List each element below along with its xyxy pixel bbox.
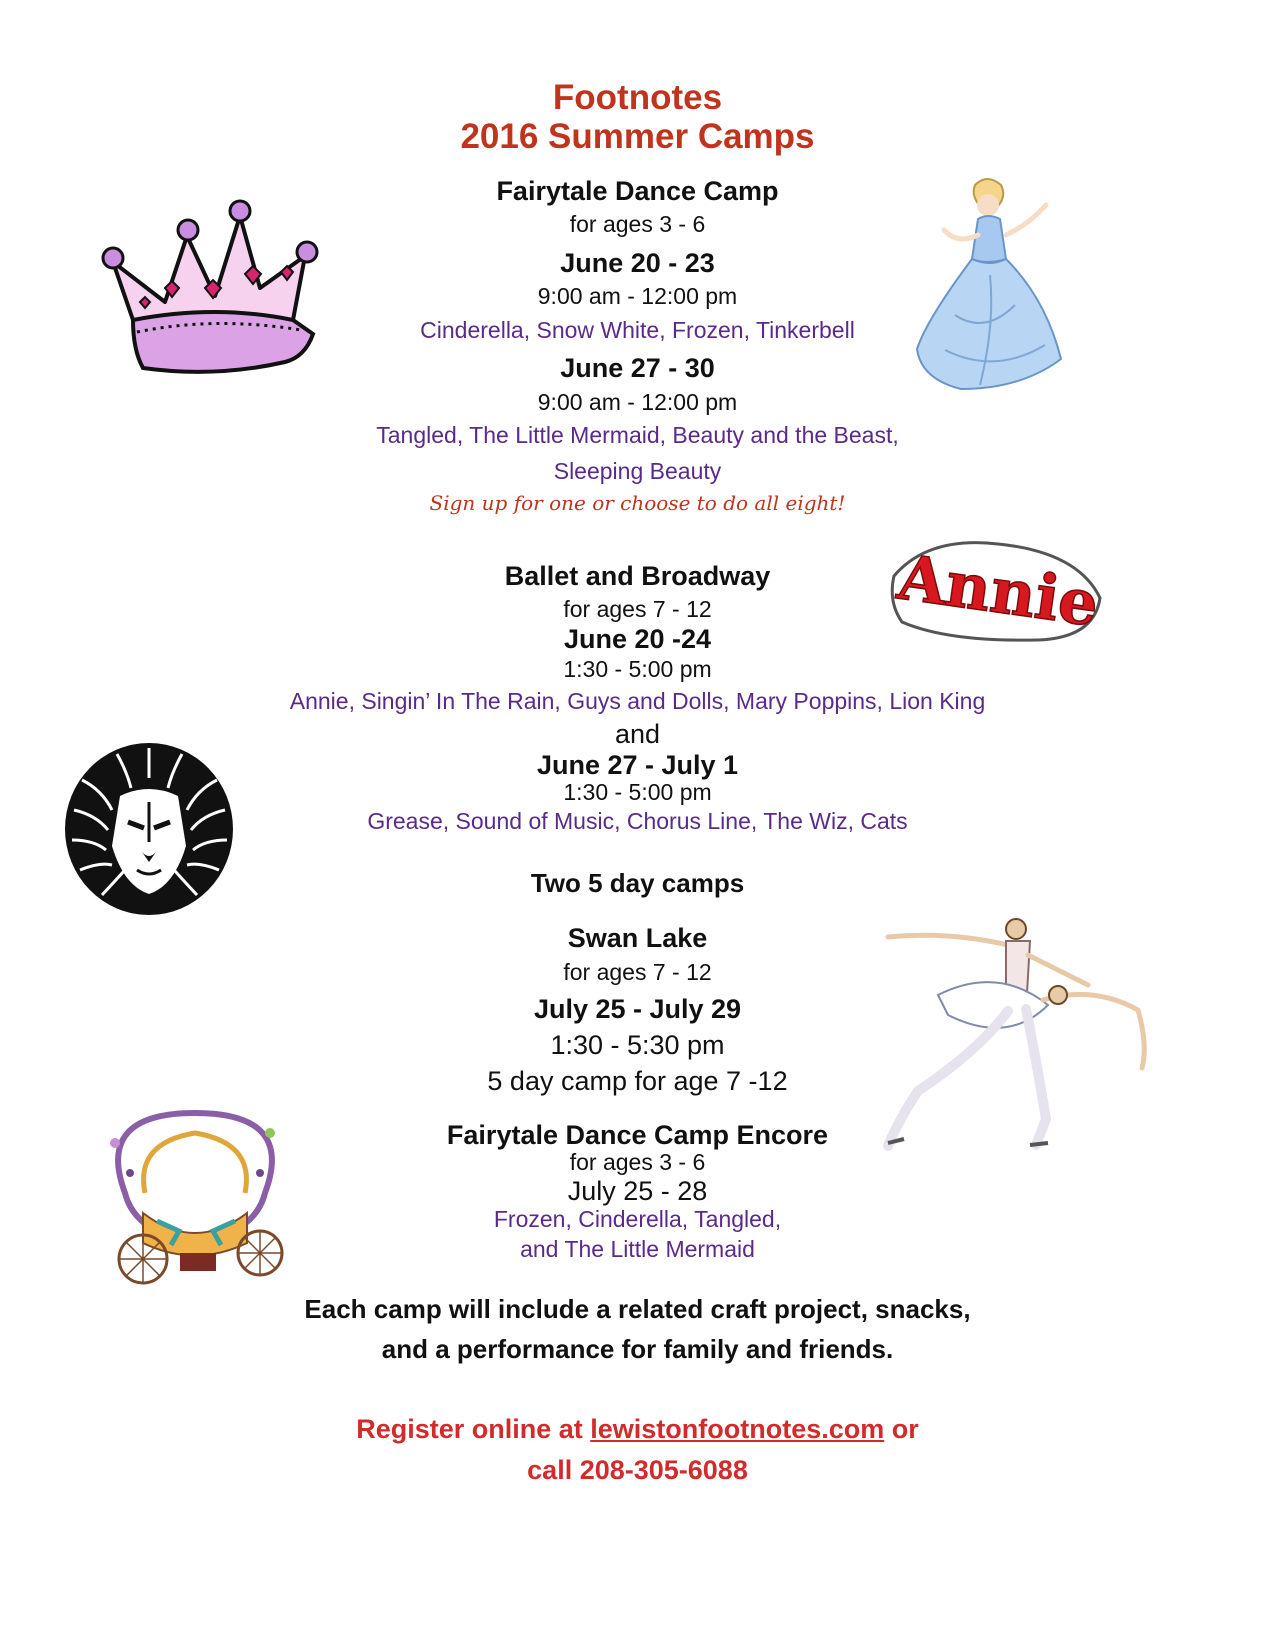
ballet-broadway-session2-dates: June 27 - July 1 bbox=[536, 750, 739, 780]
fairytale-session2-shows-line2: Sleeping Beauty bbox=[553, 458, 722, 484]
ballet-broadway-title: Ballet and Broadway bbox=[504, 561, 771, 591]
ballet-broadway-session1-time: 1:30 - 5:00 pm bbox=[563, 656, 712, 682]
lion-icon bbox=[62, 740, 237, 918]
register-prefix: Register online at bbox=[356, 1414, 583, 1444]
website-link[interactable]: lewistonfootnotes.com bbox=[590, 1414, 885, 1444]
swan-lake-dates: July 25 - July 29 bbox=[533, 994, 742, 1024]
ballet-broadway-session2-shows: Grease, Sound of Music, Chorus Line, The Wiz, Cats bbox=[367, 808, 908, 834]
fairytale-signup-note: Sign up for one or choose to do all eight! bbox=[429, 491, 846, 515]
crown-icon bbox=[95, 192, 330, 382]
annie-logo-text: Annie bbox=[893, 540, 1104, 641]
swan-lake-note: 5 day camp for age 7 -12 bbox=[487, 1066, 788, 1096]
ballet-dancers-icon bbox=[878, 915, 1148, 1155]
fairytale-session1-dates: June 20 - 23 bbox=[560, 248, 715, 278]
annie-logo bbox=[888, 530, 1106, 650]
ballet-broadway-and: and bbox=[614, 719, 661, 749]
fairytale-ages: for ages 3 - 6 bbox=[569, 211, 706, 237]
encore-dates: July 25 - 28 bbox=[567, 1176, 708, 1206]
two-camps-note: Two 5 day camps bbox=[530, 868, 745, 898]
encore-title: Fairytale Dance Camp Encore bbox=[446, 1120, 829, 1150]
fairytale-session2-time: 9:00 am - 12:00 pm bbox=[537, 389, 738, 415]
fairytale-session2-shows-line1: Tangled, The Little Mermaid, Beauty and the Beast, bbox=[376, 422, 899, 448]
footer-line2: and a performance for family and friends. bbox=[381, 1334, 894, 1364]
footer-line1: Each camp will include a related craft project, snacks, bbox=[304, 1294, 971, 1324]
swan-lake-time: 1:30 - 5:30 pm bbox=[550, 1030, 725, 1060]
fairytale-session2-dates: June 27 - 30 bbox=[560, 353, 715, 383]
register-line bbox=[0, 1414, 1275, 1445]
carriage-icon bbox=[95, 1103, 295, 1293]
encore-shows-line2: and The Little Mermaid bbox=[520, 1236, 755, 1262]
register-suffix: or bbox=[891, 1414, 919, 1444]
ballet-broadway-session1-shows: Annie, Singin’ In The Rain, Guys and Dolls, Mary Poppins, Lion King bbox=[289, 688, 986, 714]
ballet-broadway-session2-time: 1:30 - 5:00 pm bbox=[563, 779, 712, 805]
page-title-line1: Footnotes bbox=[552, 78, 723, 117]
phone-line: call 208-305-6088 bbox=[527, 1455, 748, 1485]
fairytale-title: Fairytale Dance Camp bbox=[496, 176, 779, 206]
encore-ages: for ages 3 - 6 bbox=[569, 1149, 706, 1175]
encore-shows-line1: Frozen, Cinderella, Tangled, bbox=[493, 1206, 782, 1232]
swan-lake-title: Swan Lake bbox=[567, 923, 708, 953]
ballet-broadway-session1-dates: June 20 -24 bbox=[563, 624, 712, 654]
princess-dress-icon bbox=[915, 175, 1075, 400]
ballet-broadway-ages: for ages 7 - 12 bbox=[563, 596, 712, 622]
swan-lake-ages: for ages 7 - 12 bbox=[563, 959, 712, 985]
fairytale-session1-time: 9:00 am - 12:00 pm bbox=[537, 283, 738, 309]
fairytale-session1-shows: Cinderella, Snow White, Frozen, Tinkerbell bbox=[420, 317, 855, 343]
page-title-line2: 2016 Summer Camps bbox=[460, 117, 815, 156]
